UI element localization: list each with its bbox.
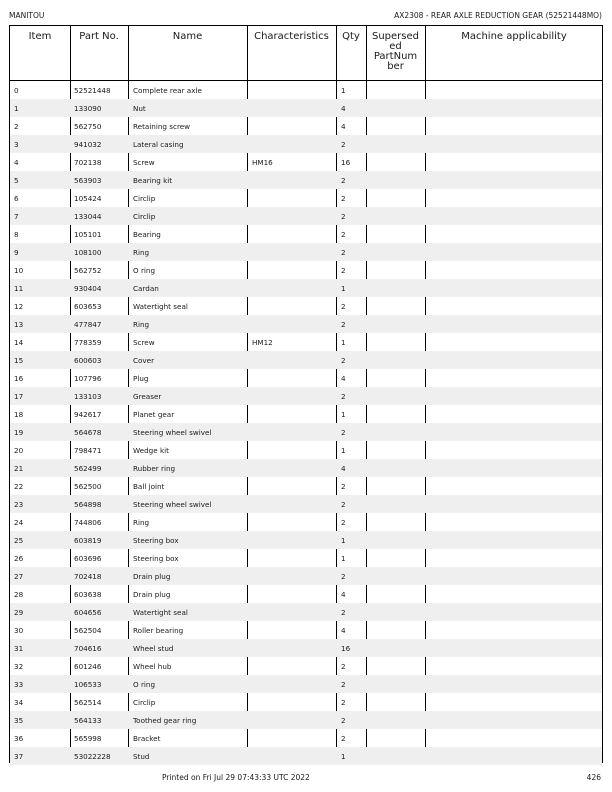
header-characteristics: Characteristics — [254, 31, 329, 42]
cell-qty: 1 — [341, 338, 346, 347]
cell-characteristics: HM12 — [252, 338, 273, 347]
cell-name: Circlip — [133, 212, 156, 221]
cell-qty: 2 — [341, 320, 346, 329]
cell-part-no: 798471 — [74, 446, 102, 455]
cell-part-no: 562514 — [74, 698, 102, 707]
cell-item: 6 — [14, 194, 19, 203]
table-row — [10, 315, 602, 333]
cell-qty: 1 — [341, 86, 346, 95]
cell-qty: 2 — [341, 518, 346, 527]
cell-item: 10 — [14, 266, 24, 275]
cell-qty: 4 — [341, 590, 346, 599]
table-row — [10, 657, 602, 675]
cell-name: Cover — [133, 356, 155, 365]
table-row — [10, 747, 602, 765]
cell-qty: 16 — [341, 644, 351, 653]
cell-part-no: 52521448 — [74, 86, 111, 95]
cell-name: O ring — [133, 266, 156, 275]
cell-item: 35 — [14, 716, 24, 725]
table-row — [10, 243, 602, 261]
cell-part-no: 744806 — [74, 518, 102, 527]
cell-part-no: 105101 — [74, 230, 102, 239]
cell-name: Circlip — [133, 194, 156, 203]
table-row — [10, 387, 602, 405]
cell-qty: 1 — [341, 446, 346, 455]
cell-item: 1 — [14, 104, 19, 113]
cell-part-no: 106533 — [74, 680, 102, 689]
cell-name: Nut — [133, 104, 146, 113]
cell-item: 34 — [14, 698, 24, 707]
cell-item: 27 — [14, 572, 24, 581]
header-superseded-line: Supersed — [371, 31, 419, 42]
cell-qty: 2 — [341, 500, 346, 509]
cell-name: Drain plug — [133, 590, 171, 599]
table-row — [10, 585, 602, 603]
cell-part-no: 603653 — [74, 302, 102, 311]
header-machine-applicability: Machine applicability — [461, 31, 567, 42]
cell-item: 17 — [14, 392, 24, 401]
cell-name: Planet gear — [133, 410, 175, 419]
cell-qty: 1 — [341, 752, 346, 761]
cell-name: Screw — [133, 338, 155, 347]
cell-part-no: 564133 — [74, 716, 102, 725]
header-name: Name — [172, 31, 203, 42]
cell-name: Steering box — [133, 536, 179, 545]
cell-item: 2 — [14, 122, 19, 131]
cell-part-no: 108100 — [74, 248, 102, 257]
cell-item: 32 — [14, 662, 24, 671]
table-row — [10, 117, 602, 135]
cell-part-no: 107796 — [74, 374, 102, 383]
cell-name: O ring — [133, 680, 156, 689]
cell-part-no: 133090 — [74, 104, 102, 113]
table-row — [10, 459, 602, 477]
cell-part-no: 562750 — [74, 122, 102, 131]
table-row — [10, 171, 602, 189]
table-row — [10, 729, 602, 747]
cell-qty: 1 — [341, 284, 346, 293]
cell-name: Drain plug — [133, 572, 171, 581]
header-item: Item — [28, 31, 52, 42]
cell-name: Steering wheel swivel — [133, 500, 212, 509]
table-row — [10, 225, 602, 243]
cell-name: Complete rear axle — [133, 86, 202, 95]
cell-qty: 4 — [341, 464, 346, 473]
cell-qty: 2 — [341, 662, 346, 671]
table-row — [10, 549, 602, 567]
cell-part-no: 133044 — [74, 212, 102, 221]
cell-qty: 2 — [341, 572, 346, 581]
cell-part-no: 477847 — [74, 320, 102, 329]
cell-item: 19 — [14, 428, 24, 437]
cell-item: 0 — [14, 86, 19, 95]
cell-name: Ring — [133, 320, 150, 329]
brand-label: MANITOU — [9, 11, 45, 20]
table-row — [10, 441, 602, 459]
cell-item: 12 — [14, 302, 24, 311]
cell-part-no: 53022228 — [74, 752, 111, 761]
printed-on: Printed on Fri Jul 29 07:43:33 UTC 2022 — [162, 773, 310, 782]
table-row — [10, 81, 602, 99]
cell-item: 5 — [14, 176, 19, 185]
cell-name: Circlip — [133, 698, 156, 707]
cell-item: 24 — [14, 518, 24, 527]
table-row — [10, 135, 602, 153]
cell-part-no: 603696 — [74, 554, 102, 563]
cell-part-no: 604656 — [74, 608, 102, 617]
cell-part-no: 941032 — [74, 140, 102, 149]
cell-name: Lateral casing — [133, 140, 184, 149]
table-row — [10, 675, 602, 693]
cell-qty: 2 — [341, 302, 346, 311]
cell-name: Retaining screw — [133, 122, 191, 131]
header-superseded — [366, 32, 425, 72]
cell-characteristics: HM16 — [252, 158, 273, 167]
cell-part-no: 603638 — [74, 590, 102, 599]
cell-name: Roller bearing — [133, 626, 184, 635]
table-row — [10, 189, 602, 207]
cell-item: 23 — [14, 500, 24, 509]
cell-name: Toothed gear ring — [133, 716, 197, 725]
table-row — [10, 603, 602, 621]
cell-name: Ring — [133, 518, 150, 527]
cell-name: Ball joint — [133, 482, 165, 491]
parts-table — [9, 25, 603, 763]
table-row — [10, 693, 602, 711]
cell-item: 28 — [14, 590, 24, 599]
table-row — [10, 639, 602, 657]
cell-part-no: 601246 — [74, 662, 102, 671]
cell-item: 16 — [14, 374, 24, 383]
table-row — [10, 153, 602, 171]
cell-name: Steering wheel swivel — [133, 428, 212, 437]
cell-name: Bracket — [133, 734, 161, 743]
cell-qty: 2 — [341, 212, 346, 221]
page-number: 426 — [586, 773, 601, 782]
cell-item: 13 — [14, 320, 24, 329]
cell-item: 14 — [14, 338, 24, 347]
table-row — [10, 99, 602, 117]
cell-item: 8 — [14, 230, 19, 239]
cell-part-no: 704616 — [74, 644, 102, 653]
table-body — [10, 81, 602, 765]
cell-name: Greaser — [133, 392, 162, 401]
cell-name: Wheel hub — [133, 662, 172, 671]
header-superseded-line: ed — [389, 41, 402, 52]
cell-item: 9 — [14, 248, 19, 257]
cell-name: Wedge kit — [133, 446, 169, 455]
cell-item: 37 — [14, 752, 24, 761]
cell-qty: 2 — [341, 428, 346, 437]
cell-qty: 2 — [341, 392, 346, 401]
cell-item: 30 — [14, 626, 24, 635]
cell-part-no: 600603 — [74, 356, 102, 365]
table-row — [10, 531, 602, 549]
cell-qty: 4 — [341, 374, 346, 383]
cell-part-no: 603819 — [74, 536, 102, 545]
header-part-no: Part No. — [79, 31, 119, 42]
cell-qty: 2 — [341, 680, 346, 689]
table-row — [10, 495, 602, 513]
header-superseded-line: PartNum — [373, 51, 418, 62]
cell-item: 25 — [14, 536, 24, 545]
cell-name: Cardan — [133, 284, 159, 293]
table-row — [10, 405, 602, 423]
table-row — [10, 711, 602, 729]
cell-qty: 2 — [341, 266, 346, 275]
cell-qty: 2 — [341, 248, 346, 257]
cell-item: 3 — [14, 140, 19, 149]
cell-name: Plug — [133, 374, 149, 383]
table-row — [10, 567, 602, 585]
cell-qty: 16 — [341, 158, 351, 167]
cell-qty: 4 — [341, 626, 346, 635]
table-row — [10, 513, 602, 531]
cell-qty: 2 — [341, 140, 346, 149]
cell-item: 21 — [14, 464, 24, 473]
cell-part-no: 562504 — [74, 626, 102, 635]
cell-qty: 2 — [341, 608, 346, 617]
cell-item: 20 — [14, 446, 24, 455]
cell-part-no: 565998 — [74, 734, 102, 743]
cell-qty: 1 — [341, 554, 346, 563]
cell-part-no: 702418 — [74, 572, 102, 581]
cell-item: 31 — [14, 644, 24, 653]
cell-item: 11 — [14, 284, 24, 293]
cell-item: 7 — [14, 212, 19, 221]
table-row — [10, 297, 602, 315]
cell-part-no: 563903 — [74, 176, 102, 185]
cell-item: 4 — [14, 158, 19, 167]
cell-part-no: 942617 — [74, 410, 102, 419]
table-row — [10, 369, 602, 387]
table-row — [10, 477, 602, 495]
cell-item: 18 — [14, 410, 24, 419]
cell-part-no: 930404 — [74, 284, 102, 293]
cell-name: Wheel stud — [133, 644, 174, 653]
cell-name: Screw — [133, 158, 155, 167]
cell-part-no: 778359 — [74, 338, 102, 347]
document-title: AX2308 - REAR AXLE REDUCTION GEAR (52521448MO) — [394, 11, 602, 20]
cell-name: Rubber ring — [133, 464, 176, 473]
table-row — [10, 423, 602, 441]
header-superseded-line: ber — [387, 61, 404, 72]
cell-qty: 2 — [341, 482, 346, 491]
cell-item: 29 — [14, 608, 24, 617]
cell-part-no: 702138 — [74, 158, 102, 167]
cell-name: Stud — [133, 752, 150, 761]
header-qty: Qty — [342, 31, 360, 42]
cell-qty: 2 — [341, 716, 346, 725]
cell-qty: 2 — [341, 194, 346, 203]
cell-name: Steering box — [133, 554, 179, 563]
cell-name: Ring — [133, 248, 150, 257]
cell-item: 15 — [14, 356, 24, 365]
cell-part-no: 564898 — [74, 500, 102, 509]
table-row — [10, 207, 602, 225]
cell-qty: 2 — [341, 176, 346, 185]
cell-qty: 1 — [341, 410, 346, 419]
cell-part-no: 564678 — [74, 428, 102, 437]
cell-name: Watertight seal — [133, 302, 188, 311]
cell-item: 33 — [14, 680, 24, 689]
cell-name: Bearing — [133, 230, 161, 239]
cell-item: 26 — [14, 554, 24, 563]
cell-name: Bearing kit — [133, 176, 173, 185]
table-row — [10, 261, 602, 279]
table-row — [10, 333, 602, 351]
cell-qty: 2 — [341, 230, 346, 239]
cell-part-no: 105424 — [74, 194, 102, 203]
cell-part-no: 133103 — [74, 392, 102, 401]
cell-item: 36 — [14, 734, 24, 743]
table-row — [10, 351, 602, 369]
cell-qty: 2 — [341, 734, 346, 743]
table-row — [10, 621, 602, 639]
cell-item: 22 — [14, 482, 24, 491]
cell-name: Watertight seal — [133, 608, 188, 617]
cell-qty: 1 — [341, 536, 346, 545]
cell-qty: 4 — [341, 104, 346, 113]
cell-part-no: 562499 — [74, 464, 102, 473]
cell-part-no: 562752 — [74, 266, 102, 275]
cell-qty: 2 — [341, 356, 346, 365]
cell-qty: 2 — [341, 698, 346, 707]
table-row — [10, 279, 602, 297]
cell-part-no: 562500 — [74, 482, 102, 491]
cell-qty: 4 — [341, 122, 346, 131]
